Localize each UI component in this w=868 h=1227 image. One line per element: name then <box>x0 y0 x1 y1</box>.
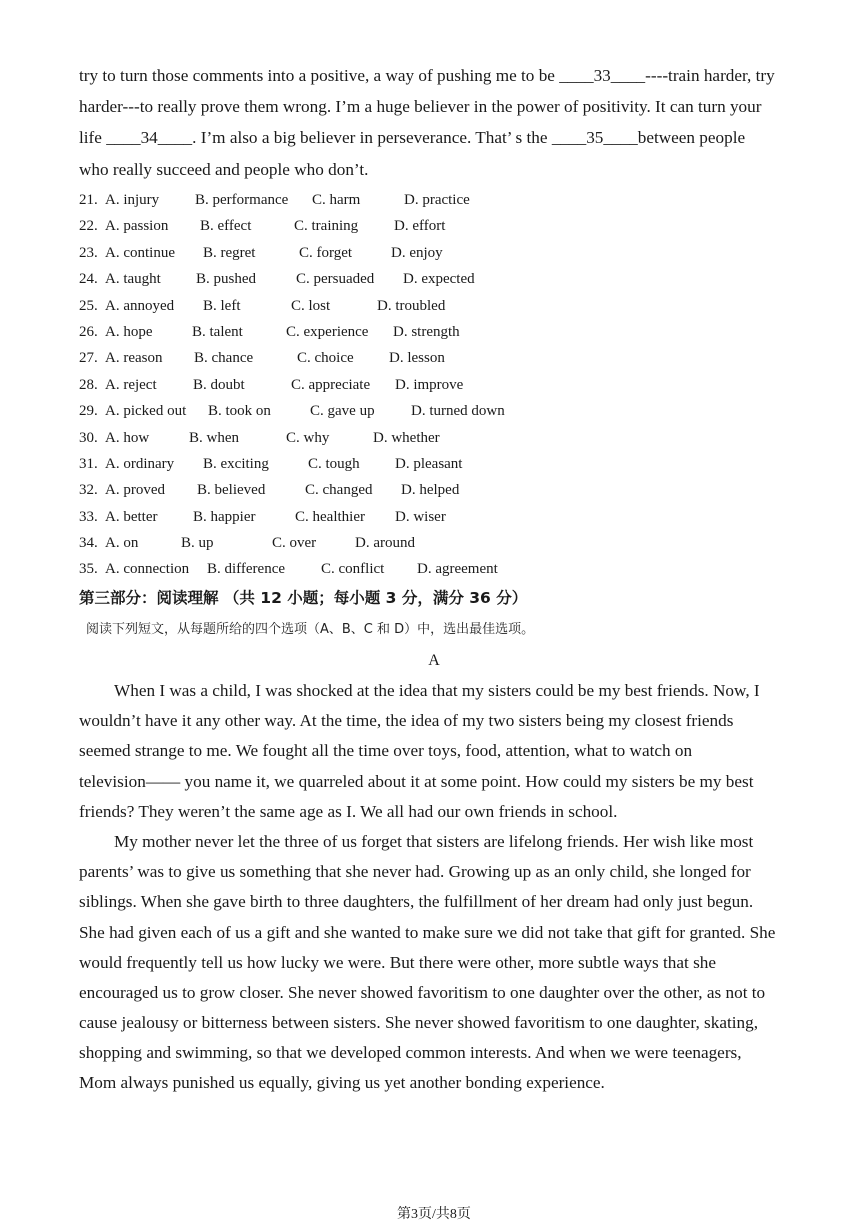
option-d: D. around <box>355 535 415 552</box>
cloze-options-list <box>79 190 679 586</box>
option-a: A. ordinary <box>105 455 175 472</box>
option-b: B. up <box>181 535 214 552</box>
option-c: C. gave up <box>310 403 375 420</box>
passage-line: She had given each of us a gift and she wanted to make sure we did not take that gift for granted. She <box>79 922 776 942</box>
option-a: A. taught <box>105 271 161 288</box>
option-b: B. left <box>203 297 241 314</box>
reading-passage <box>79 680 791 1103</box>
passage-line: seemed strange to me. We fought all the time over toys, food, attention, what to watch on <box>79 741 693 761</box>
question-number: 21. <box>79 192 98 208</box>
option-b: B. talent <box>192 323 243 340</box>
option-c: C. lost <box>291 297 331 314</box>
cloze-passage-line: try to turn those comments into a positive, a way of pushing me to be ____33____----train harder, try <box>79 66 775 85</box>
question-row <box>79 243 679 269</box>
question-number: 25. <box>79 297 98 314</box>
option-b: B. took on <box>208 403 271 420</box>
option-a: A. reason <box>105 350 163 367</box>
option-d: D. lesson <box>389 350 445 367</box>
option-c: C. persuaded <box>296 271 375 288</box>
question-number: 33. <box>79 508 98 525</box>
passage-line: parents’ was to give us something that she never had. Growing up as an only child, she longed for <box>79 862 751 882</box>
option-b: B. doubt <box>193 376 245 393</box>
option-d: D. strength <box>393 323 460 340</box>
section-instruction: 阅读下列短文，从每题所给的四个选项（A、B、C 和 D）中，选出最佳选项。 <box>86 622 535 637</box>
option-b: B. difference <box>207 561 286 578</box>
option-d: D. wiser <box>395 508 446 525</box>
option-d: D. turned down <box>411 403 505 420</box>
option-c: C. harm <box>312 192 361 208</box>
option-d: D. pleasant <box>395 455 463 472</box>
option-d: D. enjoy <box>391 244 443 261</box>
passage-line: cause jealousy or bitterness between sisters. She never showed favoritism to one daughter, skating, <box>79 1013 758 1033</box>
option-a: A. proved <box>105 482 165 499</box>
question-number: 22. <box>79 218 98 235</box>
question-number: 35. <box>79 561 98 578</box>
option-b: B. pushed <box>196 271 256 288</box>
question-row <box>79 348 679 374</box>
question-number: 24. <box>79 271 98 288</box>
option-c: C. over <box>272 535 317 552</box>
page-number: 第3页/共8页 <box>397 1207 471 1222</box>
passage-line: Mom always punished us equally, giving us yet another bonding experience. <box>79 1073 605 1093</box>
question-number: 30. <box>79 429 98 446</box>
option-b: B. when <box>189 429 239 446</box>
option-c: C. experience <box>286 323 369 340</box>
passage-line: television—— you name it, we quarreled about it at some point. How could my sisters be my best <box>79 771 754 791</box>
question-number: 23. <box>79 244 98 261</box>
option-d: D. effort <box>394 218 446 235</box>
passage-line: friends? They weren’t the same age as I. We all had our own friends in school. <box>79 801 618 821</box>
question-number: 26. <box>79 323 98 340</box>
passage-line: wouldn’t have it any other way. At the time, the idea of my two sisters being my closest friends <box>79 711 734 731</box>
option-a: A. picked out <box>105 403 187 420</box>
passage-line: My mother never let the three of us forget that sisters are lifelong friends. Her wish like most <box>114 831 754 851</box>
passage-line: When I was a child, I was shocked at the idea that my sisters could be my best friends. Now, I <box>114 681 760 700</box>
option-b: B. effect <box>200 218 252 235</box>
option-c: C. appreciate <box>291 376 371 393</box>
option-c: C. healthier <box>295 508 365 525</box>
option-a: A. how <box>105 429 150 446</box>
option-d: D. expected <box>403 271 475 288</box>
passage-line: encouraged us to grow closer. She never showed favoritism to one daughter over the other, as not to <box>79 982 766 1002</box>
question-row <box>79 216 679 242</box>
option-c: C. forget <box>299 244 353 261</box>
option-a: A. injury <box>105 192 160 208</box>
question-row <box>79 322 679 348</box>
cloze-passage-line: life ____34____. I’m also a big believer in perseverance. That’ s the ____35____between people <box>79 128 746 147</box>
question-number: 31. <box>79 455 98 472</box>
option-c: C. training <box>294 218 359 235</box>
option-b: B. regret <box>203 244 256 261</box>
option-d: D. agreement <box>417 561 498 578</box>
option-c: C. changed <box>305 482 373 499</box>
question-row <box>79 190 679 216</box>
question-row <box>79 480 679 506</box>
question-row <box>79 375 679 401</box>
option-b: B. exciting <box>203 455 269 472</box>
passage-line: would frequently tell us how lucky we were. But there were other, more subtle ways that she <box>79 952 716 972</box>
option-c: C. why <box>286 429 330 446</box>
option-b: B. happier <box>193 508 256 525</box>
question-row <box>79 559 679 585</box>
option-b: B. performance <box>195 192 289 208</box>
question-number: 28. <box>79 376 98 393</box>
option-d: D. whether <box>373 429 440 446</box>
cloze-passage-line: harder---to really prove them wrong. I’m a huge believer in the power of positivity. It can turn your <box>79 97 762 116</box>
question-number: 34. <box>79 535 98 552</box>
option-a: A. connection <box>105 561 190 578</box>
question-number: 29. <box>79 403 98 420</box>
option-a: A. on <box>105 535 139 552</box>
cloze-passage-line: who really succeed and people who don’t. <box>79 160 369 179</box>
section-heading: 第三部分：阅读理解 （共 12 小题；每小题 3 分，满分 36 分） <box>79 589 528 607</box>
option-a: A. hope <box>105 323 153 340</box>
option-d: D. helped <box>401 482 460 499</box>
option-a: A. better <box>105 508 158 525</box>
question-row <box>79 507 679 533</box>
option-c: C. tough <box>308 455 360 472</box>
option-d: D. troubled <box>377 297 446 314</box>
option-c: C. choice <box>297 350 354 367</box>
passage-line: siblings. When she gave birth to three daughters, the fulfillment of her dream had only just begun. <box>79 892 754 912</box>
option-b: B. believed <box>197 482 266 499</box>
option-d: D. improve <box>395 376 464 393</box>
option-a: A. reject <box>105 376 157 393</box>
option-b: B. chance <box>194 350 254 367</box>
option-a: A. continue <box>105 244 175 261</box>
question-row <box>79 269 679 295</box>
question-row <box>79 533 679 559</box>
question-number: 32. <box>79 482 98 499</box>
question-row <box>79 401 679 427</box>
passage-label: A <box>428 652 440 669</box>
option-a: A. annoyed <box>105 297 175 314</box>
passage-line: shopping and swimming, so that we developed common interests. And when we were teenagers, <box>79 1043 742 1063</box>
question-row <box>79 454 679 480</box>
option-c: C. conflict <box>321 561 385 578</box>
option-a: A. passion <box>105 218 169 235</box>
question-row <box>79 428 679 454</box>
question-row <box>79 296 679 322</box>
option-d: D. practice <box>404 192 470 208</box>
question-number: 27. <box>79 350 98 367</box>
